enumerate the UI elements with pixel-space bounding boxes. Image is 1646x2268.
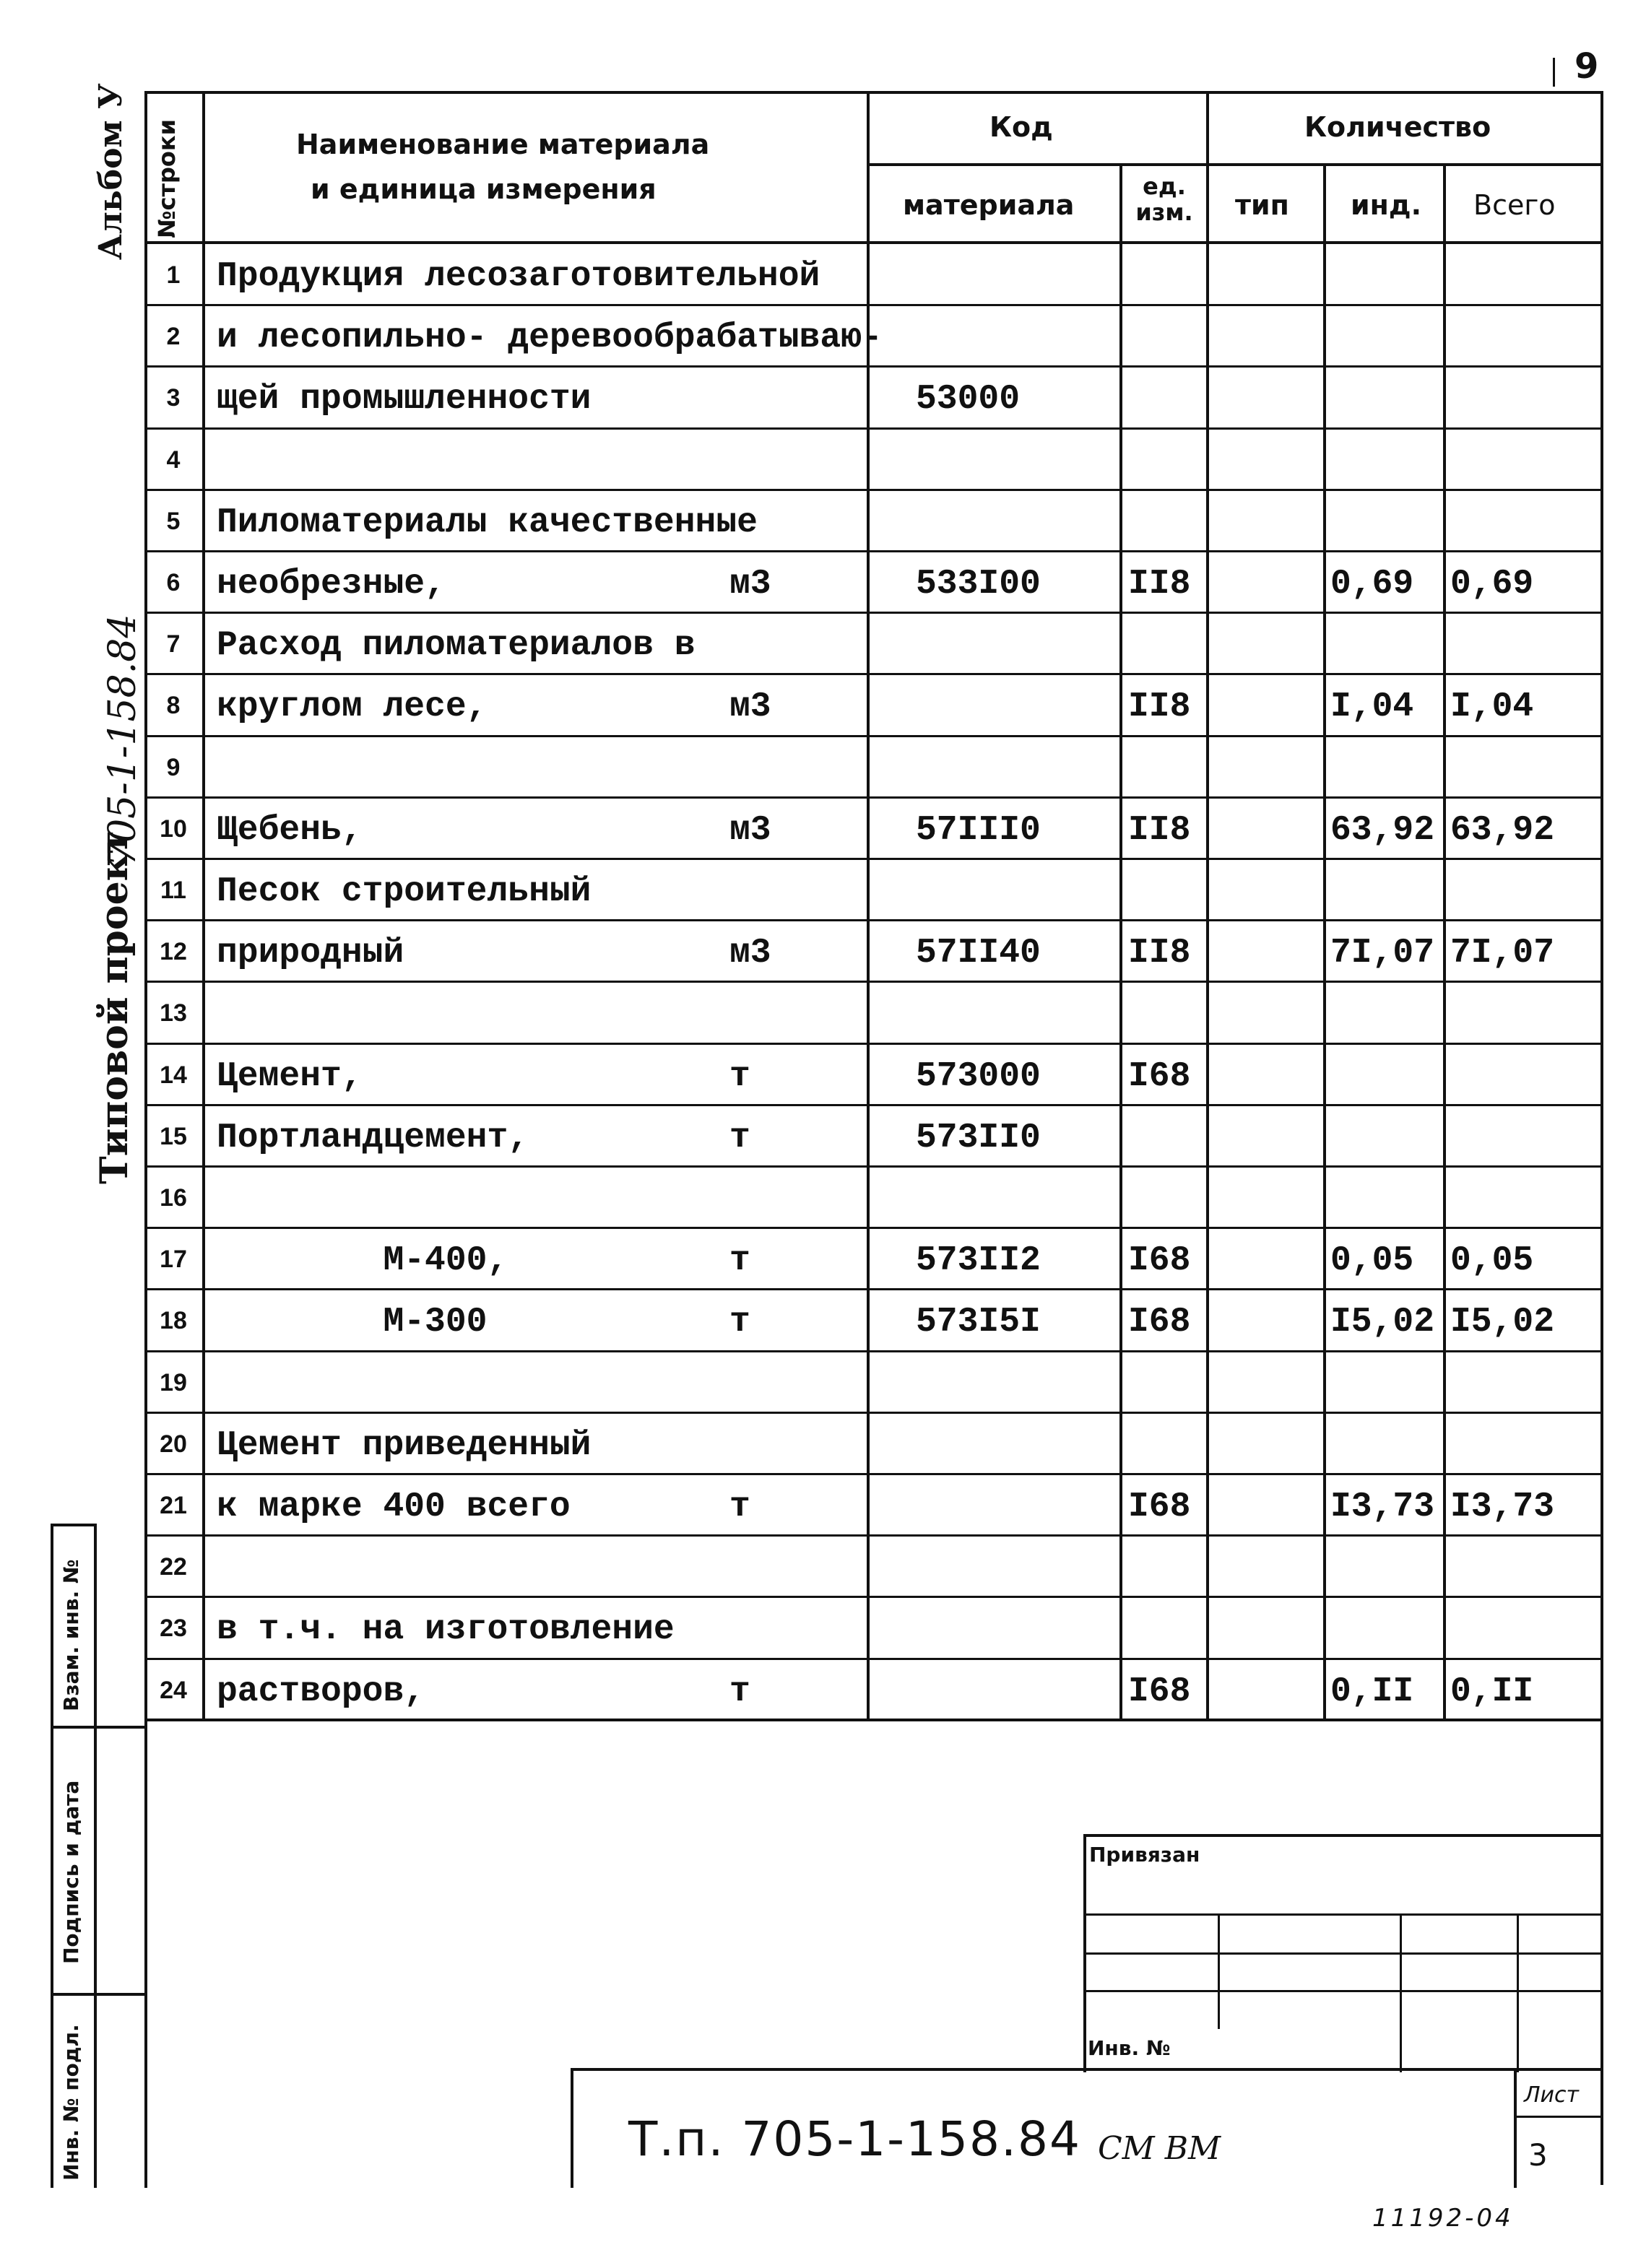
name-header-line1: Наименование материала: [296, 129, 710, 160]
quantity-individual: 0,69: [1330, 565, 1414, 604]
material-code: 573000: [916, 1056, 1041, 1096]
material-name: Продукция лесозаготовительной: [217, 257, 820, 296]
material-name: щей промышленности: [217, 380, 592, 420]
material-name: М-300: [217, 1303, 488, 1342]
code-header: Код: [989, 111, 1053, 143]
material-name: в т.ч. на изготовление: [217, 1610, 675, 1650]
unit-code: II8: [1128, 565, 1191, 604]
quantity-individual: I5,02: [1330, 1303, 1435, 1342]
material-name: Щебень,: [217, 810, 363, 850]
material-name: к марке 400 всего: [217, 1487, 571, 1526]
archive-number: 11192-04: [1372, 2204, 1514, 2233]
quantity-individual: 7I,07: [1330, 934, 1435, 973]
material-name: Расход пиломатериалов в: [217, 626, 696, 666]
unit-of-measure: м3: [729, 934, 771, 973]
name-header-line2: и единица измерения: [311, 173, 657, 205]
material-code: 57III0: [916, 810, 1041, 850]
quantity-individual: I3,73: [1330, 1487, 1435, 1526]
row-number: 7: [166, 630, 181, 659]
qty-type-header: тип: [1235, 189, 1289, 221]
privyazan-label: Привязан: [1089, 1843, 1200, 1867]
unit-of-measure: м3: [729, 565, 771, 604]
material-code: 573I5I: [916, 1303, 1041, 1342]
sign-date-label: Подпись и дата: [59, 1780, 83, 1964]
unit-code: I68: [1128, 1303, 1191, 1342]
sheet-label: Лист: [1524, 2082, 1580, 2108]
project-label: Типовой проект: [92, 830, 137, 1184]
quantity-header: Количество: [1304, 111, 1491, 143]
material-name: М-400,: [217, 1241, 508, 1281]
unit-code: II8: [1128, 934, 1191, 973]
row-number: 16: [160, 1184, 187, 1212]
row-number: 13: [160, 999, 187, 1027]
quantity-total: 0,69: [1450, 565, 1534, 604]
material-name: и лесопильно- деревообрабатываю-: [217, 318, 883, 358]
page-number: 9: [1574, 46, 1599, 87]
row-number: 24: [160, 1676, 187, 1704]
row-number: 12: [160, 938, 187, 966]
material-code: 53000: [916, 380, 1021, 420]
inv-no-label: Инв. № подл.: [59, 2024, 83, 2181]
row-number: 2: [166, 323, 181, 351]
unit-code: II8: [1128, 810, 1191, 850]
unit-code: II8: [1128, 687, 1191, 727]
unit-of-measure: т: [729, 1303, 750, 1342]
material-name: растворов,: [217, 1672, 425, 1711]
unit-of-measure: м3: [729, 687, 771, 727]
material-code: 57II40: [916, 934, 1041, 973]
row-number: 23: [160, 1615, 187, 1643]
row-number: 1: [166, 261, 181, 289]
row-number: 5: [166, 507, 181, 535]
unit-of-measure: т: [729, 1056, 750, 1096]
row-number: 9: [166, 753, 181, 781]
code-material-header: материала: [903, 189, 1075, 221]
row-number: 20: [160, 1430, 187, 1458]
unit-of-measure: т: [729, 1487, 750, 1526]
quantity-total: I3,73: [1450, 1487, 1555, 1526]
material-name: круглом лесе,: [217, 687, 488, 727]
quantity-individual: I,04: [1330, 687, 1414, 727]
material-name: природный: [217, 934, 404, 973]
unit-of-measure: т: [729, 1672, 750, 1711]
row-number: 21: [160, 1492, 187, 1519]
row-number: 14: [160, 1061, 187, 1089]
sheet-number: 3: [1528, 2137, 1548, 2173]
section-code: СМ ВМ: [1098, 2130, 1221, 2167]
quantity-total: 0,II: [1450, 1672, 1534, 1711]
material-code: 533I00: [916, 565, 1041, 604]
row-number: 22: [160, 1553, 187, 1581]
unit-of-measure: т: [729, 1118, 750, 1157]
quantity-total: 63,92: [1450, 810, 1555, 850]
material-name: Цемент,: [217, 1056, 363, 1096]
vzam-label: Взам. инв. №: [59, 1559, 83, 1711]
unit-of-measure: т: [729, 1241, 750, 1281]
material-code: 573II2: [916, 1241, 1041, 1281]
material-name: необрезные,: [217, 565, 446, 604]
unit-code: I68: [1128, 1056, 1191, 1096]
row-number: 8: [166, 692, 181, 720]
unit-of-measure: м3: [729, 810, 771, 850]
row-number: 17: [160, 1246, 187, 1274]
project-code: 705-1-158.84: [101, 614, 144, 866]
stamp-inv-no-label: Инв. №: [1088, 2036, 1171, 2060]
unit-code: I68: [1128, 1672, 1191, 1711]
material-name: Цемент приведенный: [217, 1425, 592, 1465]
quantity-total: I,04: [1450, 687, 1534, 727]
qty-total-header: Всего: [1473, 189, 1556, 221]
row-number: 18: [160, 1307, 187, 1335]
quantity-individual: 0,05: [1330, 1241, 1414, 1281]
qty-ind-header: инд.: [1351, 189, 1422, 221]
code-unit-header: ед. изм.: [1135, 173, 1193, 226]
material-code: 573II0: [916, 1118, 1041, 1157]
designation: Т.п. 705-1-158.84: [628, 2111, 1081, 2167]
row-number: 15: [160, 1122, 187, 1150]
album-label: Альбом У: [92, 83, 129, 260]
row-number: 11: [160, 877, 186, 904]
quantity-total: 7I,07: [1450, 934, 1555, 973]
row-number: 3: [166, 384, 181, 412]
quantity-individual: 0,II: [1330, 1672, 1414, 1711]
row-number: 19: [160, 1368, 187, 1396]
row-number: 10: [160, 814, 187, 843]
row-number-header: №строки: [153, 118, 181, 238]
unit-code: I68: [1128, 1487, 1191, 1526]
row-number: 6: [166, 569, 181, 596]
row-number: 4: [166, 446, 181, 474]
quantity-individual: 63,92: [1330, 810, 1435, 850]
material-name: Портландцемент,: [217, 1118, 529, 1157]
material-name: Песок строительный: [217, 872, 592, 911]
quantity-total: I5,02: [1450, 1303, 1555, 1342]
unit-code: I68: [1128, 1241, 1191, 1281]
material-name: Пиломатериалы качественные: [217, 503, 758, 542]
quantity-total: 0,05: [1450, 1241, 1534, 1281]
